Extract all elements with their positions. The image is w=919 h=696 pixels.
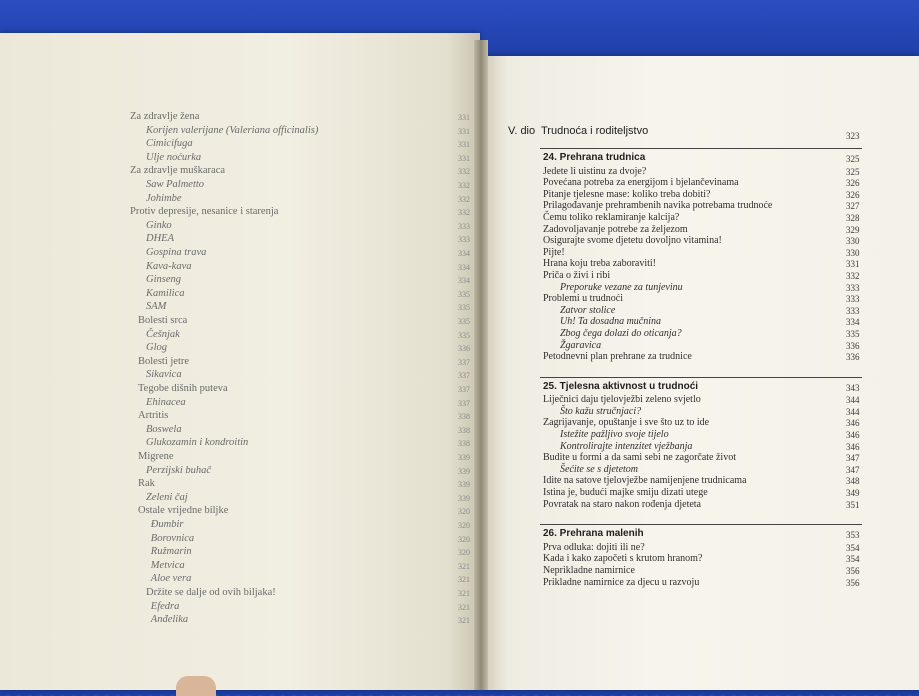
- toc-page-number: 339: [458, 480, 470, 490]
- chapter-title: 25. Tjelesna aktivnost u trudnoći: [543, 380, 699, 392]
- toc-entry: Istežite pažljivo svoje tijelo: [560, 429, 669, 440]
- toc-page-number: 338: [458, 439, 470, 449]
- toc-entry: Preporuke vezane za tunjevinu: [560, 281, 683, 293]
- toc-page-number: 320: [458, 521, 470, 530]
- toc-page-number: 344: [846, 406, 860, 417]
- toc-page-number: 346: [846, 418, 860, 429]
- toc-page-number: 337: [458, 371, 470, 381]
- toc-entry: Istina je, budući majke smiju dizati utege: [543, 487, 708, 498]
- toc-page-number: 332: [458, 181, 470, 190]
- toc-entry: Žgaravica: [560, 339, 602, 351]
- toc-page-number: 333: [458, 221, 470, 231]
- toc-entry: Ružmarin: [150, 546, 192, 558]
- toc-page-number: 332: [458, 208, 470, 218]
- toc-page-number: 348: [846, 476, 860, 487]
- toc-entry: Ostale vrijedne biljke: [138, 505, 229, 517]
- toc-entry: Ulje noćurka: [146, 151, 202, 163]
- toc-entry: Boswela: [146, 423, 182, 435]
- toc-page-number: 321: [458, 575, 470, 585]
- toc-entry: Metvica: [150, 559, 185, 571]
- chapter-rule: [540, 377, 862, 378]
- toc-entry: Bolesti jetre: [138, 355, 190, 367]
- toc-page-number: 335: [458, 289, 470, 299]
- toc-entry: Đumbir: [150, 519, 184, 530]
- toc-page-number: 347: [846, 464, 860, 475]
- toc-entry: Prikladne namirnice za djecu u razvoju: [543, 576, 700, 588]
- toc-page-number: 325: [846, 166, 860, 177]
- toc-entry: Ginseng: [146, 274, 181, 286]
- part-label: V. dio: [508, 125, 536, 137]
- toc-entry: Johimbe: [146, 192, 182, 204]
- toc-page-number: 333: [846, 294, 860, 305]
- toc-page-number: 332: [458, 194, 470, 204]
- toc-entry: Glukozamin i kondroitin: [146, 437, 249, 449]
- toc-entry: Zatvor stolice: [560, 304, 616, 316]
- toc-page-number: 320: [458, 507, 470, 517]
- toc-entry: Što kažu stručnjaci?: [560, 405, 642, 417]
- toc-entry: Artritis: [138, 410, 169, 422]
- toc-page-number: 329: [846, 224, 860, 235]
- toc-entry: Zeleni čaj: [146, 491, 188, 503]
- toc-page-number: 333: [846, 305, 860, 316]
- toc-entry: Neprikladne namirnice: [543, 564, 635, 576]
- toc-page-number: 346: [846, 430, 860, 440]
- toc-page-number: 320: [458, 534, 470, 544]
- toc-page-number: 351: [846, 499, 860, 510]
- toc-page-number: 335: [458, 317, 470, 326]
- toc-entry: Liječnici daju tjelovježbi zeleno svjetlo: [543, 394, 701, 406]
- toc-entry: Migrene: [138, 451, 174, 462]
- toc-entry: Češnjak: [146, 328, 180, 340]
- toc-page-number: 354: [846, 542, 860, 553]
- toc-page-number: 328: [846, 212, 860, 223]
- toc-entry: Kontrolirajte intenzitet vježbanja: [560, 440, 693, 452]
- toc-page-number: 321: [458, 602, 470, 612]
- toc-entry: Šećite se s djetetom: [560, 463, 639, 475]
- part-title: Trudnoća i roditeljstvo: [541, 125, 649, 137]
- toc-entry: Korijen valerijane (Valeriana officinalis): [146, 124, 319, 136]
- toc-entry: Kava-kava: [146, 260, 192, 272]
- toc-entry: Prilagođavanje prehrambenih navika potrebama trudnoće: [543, 200, 773, 212]
- toc-page-number: 330: [846, 236, 860, 247]
- toc-entry: Problemi u trudnoći: [543, 293, 623, 305]
- toc-page-number: 331: [458, 113, 470, 122]
- toc-page-number: 331: [458, 126, 470, 136]
- toc-page-number: 320: [458, 548, 470, 558]
- toc-entry: Ehinacea: [146, 396, 186, 408]
- book-gutter: [474, 40, 488, 690]
- toc-page-number: 331: [846, 259, 860, 270]
- toc-page-number: 339: [458, 453, 470, 462]
- toc-page-number: 347: [846, 453, 860, 464]
- toc-page-number: 354: [846, 554, 860, 565]
- toc-page-number: 338: [458, 425, 470, 435]
- toc-entry: Zbog čega dolazi do oticanja?: [560, 327, 682, 339]
- toc-page-number: 327: [846, 201, 860, 212]
- toc-page-number: 333: [846, 282, 860, 293]
- toc-page-number: 326: [846, 178, 860, 189]
- toc-page-number: 331: [458, 140, 470, 150]
- toc-page-number: 321: [458, 616, 470, 626]
- toc-entry: Povećana potreba za energijom i bjelančevinama: [543, 177, 739, 189]
- toc-page-number: 337: [458, 357, 470, 367]
- toc-entry: Pijte!: [543, 246, 565, 258]
- toc-entry: Kada i kako započeti s krutom hranom?: [543, 553, 703, 565]
- toc-entry: Pitanje tjelesne mase: koliko treba dobiti?: [543, 188, 711, 200]
- toc-page-number: 335: [458, 330, 470, 340]
- toc-page-number: 335: [458, 303, 470, 313]
- toc-page-number: 334: [458, 262, 470, 272]
- toc-page-number: 332: [846, 270, 860, 281]
- toc-entry: Tegobe dišnih puteva: [138, 383, 228, 394]
- toc-entry: Efedra: [150, 600, 180, 612]
- toc-page-number: 332: [458, 167, 470, 177]
- toc-page-number: 346: [846, 441, 860, 452]
- toc-page-number: 321: [458, 589, 470, 598]
- toc-entry: Protiv depresije, nesanice i starenja: [130, 206, 279, 218]
- toc-entry: Zadovoljavanje potrebe za željezom: [543, 223, 688, 235]
- toc-page-number: 344: [846, 395, 860, 406]
- toc-entry: Cimicifuga: [146, 138, 193, 150]
- toc-entry: Rak: [138, 478, 155, 490]
- toc-page-number: 356: [846, 565, 860, 576]
- chapter-title: 24. Prehrana trudnica: [543, 152, 646, 163]
- toc-entry: Petodnevni plan prehrane za trudnice: [543, 351, 692, 363]
- toc-entry: Za zdravlje žena: [130, 111, 200, 122]
- toc-entry: Budite u formi a da sami sebi ne zagorčate život: [543, 452, 736, 464]
- toc-entry: Povratak na staro nakon rođenja djeteta: [543, 498, 701, 510]
- chapter-page-number: 353: [846, 530, 860, 541]
- toc-page-number: 349: [846, 488, 860, 498]
- toc-entry: Perzijski buhač: [146, 464, 212, 476]
- toc-page-number: 333: [458, 235, 470, 245]
- toc-page-number: 326: [846, 189, 860, 200]
- chapter-page-number: 343: [846, 382, 860, 393]
- toc-entry: Hrana koju treba zaboraviti!: [543, 258, 657, 270]
- toc-entry: Za zdravlje muškaraca: [130, 165, 226, 177]
- toc-entry: Uh! Ta dosadna mučnina: [560, 316, 662, 328]
- toc-page-number: 337: [458, 398, 470, 408]
- toc-entry: Bolesti srca: [138, 315, 188, 326]
- toc-entry: Kamilica: [146, 287, 185, 299]
- toc-page-number: 339: [458, 466, 470, 476]
- toc-entry: Sikavica: [146, 369, 182, 381]
- toc-entry: Ginko: [146, 219, 172, 231]
- toc-page-number: 321: [458, 561, 470, 571]
- toc-page-number: 335: [846, 328, 860, 339]
- toc-entry: Glog: [146, 342, 167, 354]
- toc-entry: Držite se dalje od ovih biljaka!: [146, 587, 276, 598]
- toc-page-number: 338: [458, 412, 470, 422]
- toc-entry: Priča o živi i ribi: [543, 269, 611, 281]
- toc-entry: Anđelika: [150, 614, 189, 626]
- toc-entry: DHEA: [146, 233, 174, 245]
- toc-page-number: 334: [846, 317, 860, 328]
- toc-page-number: 339: [458, 493, 470, 503]
- toc-entry: Gospina trava: [146, 247, 207, 258]
- thumb: [176, 676, 216, 696]
- chapter-title: 26. Prehrana malenih: [543, 528, 644, 540]
- chapter-rule: [540, 148, 862, 149]
- toc-entry: Jedete li uistinu za dvoje?: [543, 165, 647, 177]
- toc-page-number: 330: [846, 247, 860, 258]
- toc-page-number: 334: [458, 249, 470, 258]
- toc-page-number: 336: [846, 352, 860, 363]
- part-page-number: 323: [846, 131, 860, 141]
- toc-entry: Idite na satove tjelovježbe namijenjene trudnicama: [543, 475, 747, 487]
- chapter-page-number: 325: [846, 154, 860, 164]
- toc-page-number: 336: [846, 340, 860, 351]
- toc-entry: Zagrijavanje, opuštanje i sve što uz to ide: [543, 417, 710, 429]
- toc-entry: SAM: [146, 301, 167, 313]
- chapter-rule: [540, 524, 862, 525]
- toc-page-number: 356: [846, 577, 860, 588]
- toc-entry: Osigurajte svome djetetu dovoljno vitamina!: [543, 235, 722, 247]
- toc-page-number: 336: [458, 344, 470, 354]
- toc-page-number: 334: [458, 276, 470, 286]
- toc-page-number: 331: [458, 153, 470, 163]
- toc-page-number: 337: [458, 385, 470, 394]
- toc-entry: Borovnica: [150, 532, 195, 544]
- toc-entry: Saw Palmetto: [146, 179, 205, 190]
- toc-entry: Čemu toliko reklamiranje kalcija?: [543, 211, 680, 223]
- toc-entry: Prva odluka: dojiti ili ne?: [543, 541, 645, 553]
- toc-entry: Aloe vera: [150, 573, 192, 585]
